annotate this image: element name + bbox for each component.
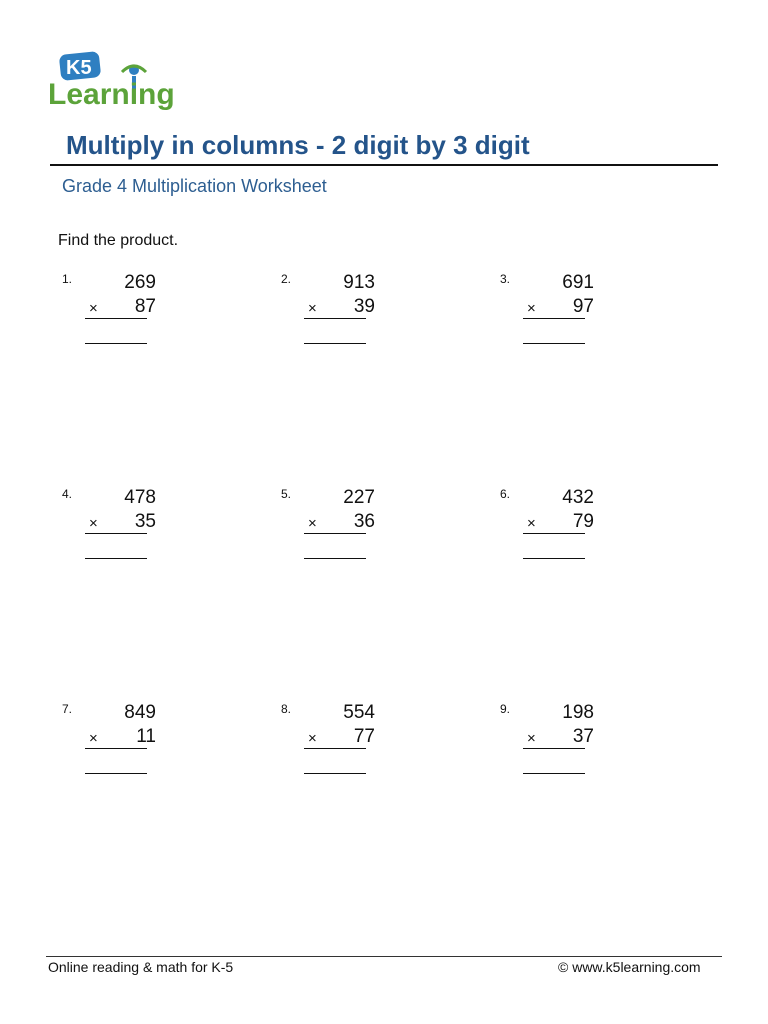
problem-number: 2. xyxy=(281,272,292,286)
multiplicand: 691 xyxy=(562,272,594,293)
multiply-sign: × xyxy=(527,730,536,747)
multiply-sign: × xyxy=(527,300,536,317)
answer-line[interactable] xyxy=(304,773,366,774)
multiplicand: 198 xyxy=(562,702,594,723)
multiplicand: 269 xyxy=(124,272,156,293)
problem-number: 3. xyxy=(500,272,511,286)
multiplier: 79 xyxy=(572,511,594,532)
multiplier: 87 xyxy=(134,296,156,317)
problem-item xyxy=(62,700,182,780)
operation-line xyxy=(304,748,366,749)
operation-line xyxy=(304,318,366,319)
problem-item xyxy=(500,485,620,565)
problem-number: 9. xyxy=(500,702,511,716)
multiplicand: 913 xyxy=(343,272,375,293)
problem-number: 1. xyxy=(62,272,73,286)
svg-text:K5: K5 xyxy=(66,57,92,79)
footer-tagline: Online reading & math for K-5 xyxy=(48,959,234,975)
operation-line xyxy=(523,748,585,749)
operation-line xyxy=(523,318,585,319)
multiplier: 11 xyxy=(136,726,156,747)
answer-line[interactable] xyxy=(85,343,147,344)
multiply-sign: × xyxy=(89,515,98,532)
problem-number: 8. xyxy=(281,702,292,716)
problem-number: 7. xyxy=(62,702,73,716)
title-underline xyxy=(50,164,718,166)
multiplier: 35 xyxy=(134,511,156,532)
problem-item xyxy=(281,270,401,350)
multiplicand: 432 xyxy=(562,487,594,508)
multiply-sign: × xyxy=(89,300,98,317)
multiply-sign: × xyxy=(308,300,317,317)
answer-line[interactable] xyxy=(304,558,366,559)
problem-item xyxy=(281,700,401,780)
problem-item xyxy=(500,270,620,350)
problem-item xyxy=(62,270,182,350)
problem-item xyxy=(62,485,182,565)
instruction-text: Find the product. xyxy=(58,232,179,249)
k5-learning-logo xyxy=(48,50,188,112)
multiplicand: 849 xyxy=(124,702,156,723)
multiplier: 39 xyxy=(353,296,375,317)
answer-line[interactable] xyxy=(85,558,147,559)
multiply-sign: × xyxy=(89,730,98,747)
answer-line[interactable] xyxy=(304,343,366,344)
answer-line[interactable] xyxy=(523,558,585,559)
problem-number: 4. xyxy=(62,487,73,501)
footer-divider xyxy=(46,956,722,957)
multiplicand: 478 xyxy=(124,487,156,508)
answer-line[interactable] xyxy=(523,773,585,774)
multiplier: 37 xyxy=(572,726,594,747)
multiply-sign: × xyxy=(308,730,317,747)
operation-line xyxy=(85,533,147,534)
answer-line[interactable] xyxy=(85,773,147,774)
page-title: Multiply in columns - 2 digit by 3 digit xyxy=(66,130,530,160)
multiplicand: 554 xyxy=(343,702,375,723)
operation-line xyxy=(85,748,147,749)
svg-text:Learning: Learning xyxy=(48,78,175,111)
multiplicand: 227 xyxy=(343,487,375,508)
multiplier: 36 xyxy=(353,511,375,532)
operation-line xyxy=(304,533,366,534)
page-subtitle: Grade 4 Multiplication Worksheet xyxy=(62,176,327,196)
problem-item xyxy=(500,700,620,780)
footer-website: © www.k5learning.com xyxy=(558,959,701,975)
multiply-sign: × xyxy=(308,515,317,532)
problem-number: 5. xyxy=(281,487,292,501)
operation-line xyxy=(85,318,147,319)
problem-number: 6. xyxy=(500,487,511,501)
problem-item xyxy=(281,485,401,565)
multiplier: 97 xyxy=(572,296,594,317)
operation-line xyxy=(523,533,585,534)
multiply-sign: × xyxy=(527,515,536,532)
multiplier: 77 xyxy=(353,726,375,747)
answer-line[interactable] xyxy=(523,343,585,344)
